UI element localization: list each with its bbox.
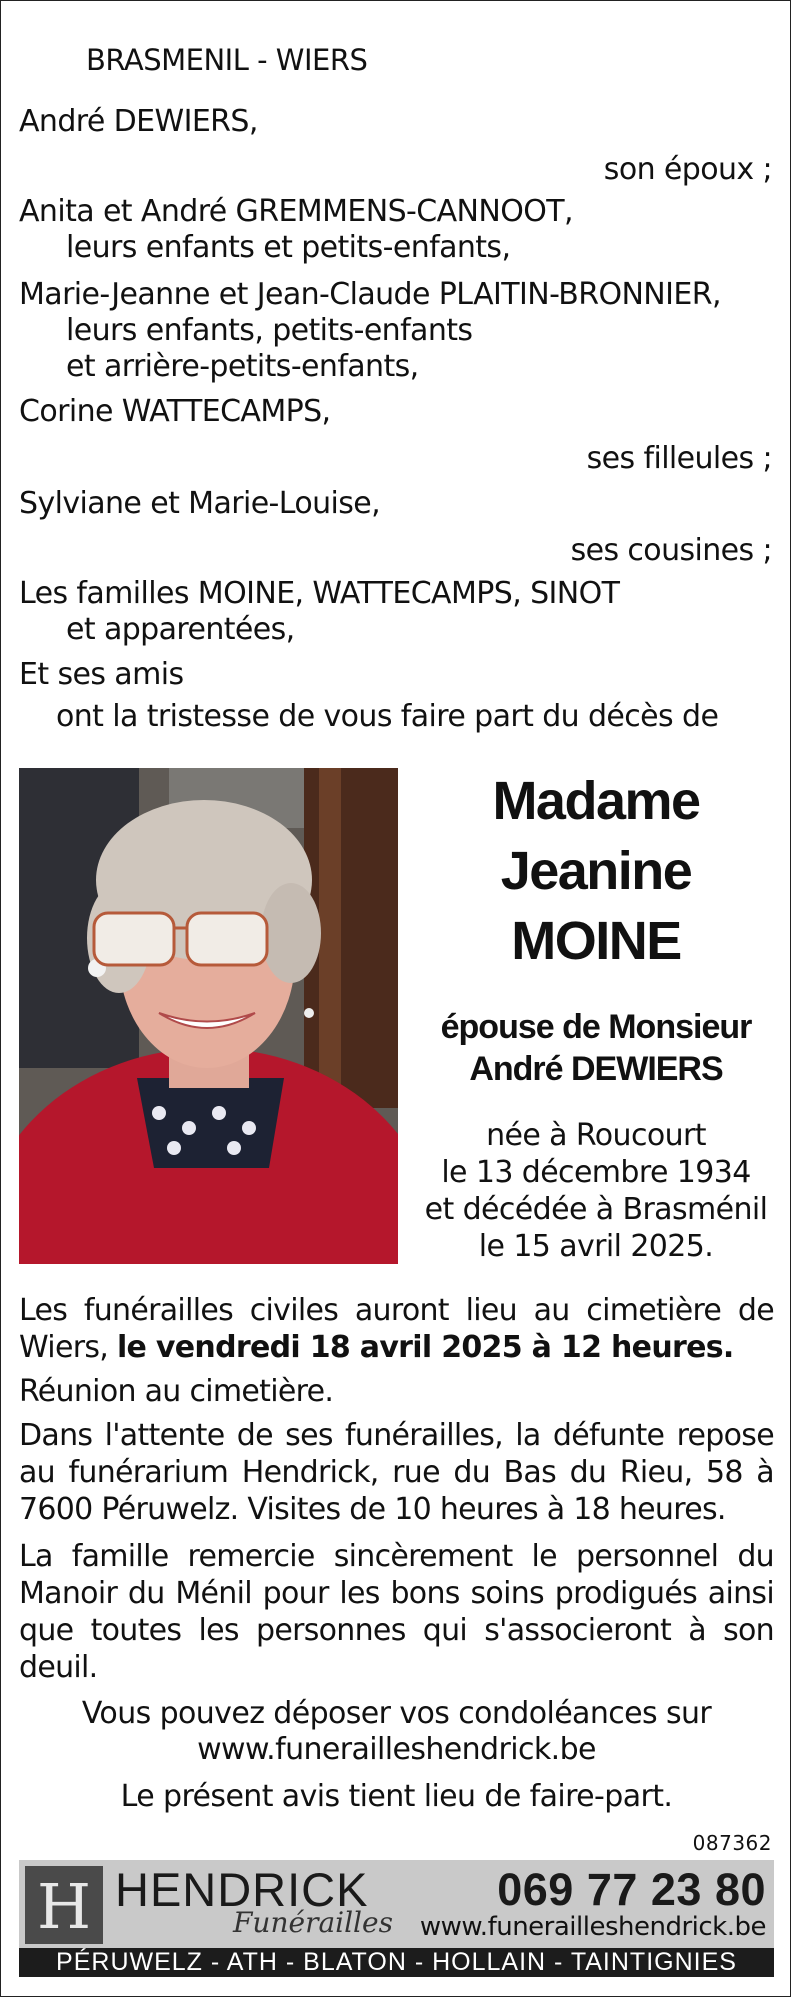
families-name: Les familles MOINE, WATTECAMPS, SINOT xyxy=(19,576,620,611)
spouse-line-1: épouse de Monsieur xyxy=(440,1008,752,1046)
deceased-portrait xyxy=(19,768,398,1264)
cities-strip: PÉRUWELZ - ATH - BLATON - HOLLAIN - TAINTIGNIES xyxy=(19,1948,774,1977)
husband-role: son époux ; xyxy=(603,152,772,187)
reference-number: 087362 xyxy=(692,1831,772,1855)
brand-name: HENDRICK xyxy=(115,1863,369,1916)
dates-block xyxy=(411,1117,781,1265)
announcement-line: ont la tristesse de vous faire part du décès de xyxy=(56,699,719,734)
child2-name: Marie-Jeanne et Jean-Claude PLAITIN-BRONNIER, xyxy=(19,277,721,312)
birth-date: le 13 décembre 1934 xyxy=(441,1155,751,1190)
website-link: www.funerailleshendrick.be xyxy=(419,1912,766,1942)
location-heading: BRASMENIL - WIERS xyxy=(86,43,368,77)
child1-name: Anita et André GREMMENS-CANNOOT, xyxy=(19,194,573,229)
portrait-illustration xyxy=(19,768,398,1264)
meeting-paragraph: Réunion au cimetière. xyxy=(19,1374,334,1409)
deceased-title: Madame xyxy=(492,771,700,831)
death-place: et décédée à Brasménil xyxy=(424,1192,768,1227)
husband-name: André DEWIERS, xyxy=(19,104,258,139)
condolences-line: Vous pouvez déposer vos condoléances sur xyxy=(81,1696,712,1731)
goddaughter-role: ses filleules ; xyxy=(586,441,772,476)
child2-desc-1: leurs enfants, petits-enfants xyxy=(66,313,473,348)
child2-desc-2: et arrière-petits-enfants, xyxy=(66,349,419,384)
friends-line: Et ses amis xyxy=(19,657,184,692)
funeral-date-time: le vendredi 18 avril 2025 à 12 heures. xyxy=(116,1330,734,1365)
funeral-home-banner xyxy=(19,1860,774,1977)
child1-desc: leurs enfants et petits-enfants, xyxy=(66,230,511,265)
families-desc: et apparentées, xyxy=(66,612,295,647)
notice-line: Le présent avis tient lieu de faire-part. xyxy=(120,1779,673,1814)
spouse-block xyxy=(411,1006,781,1090)
death-date: le 15 avril 2025. xyxy=(478,1229,714,1264)
condolences-website: www.funerailleshendrick.be xyxy=(197,1732,596,1767)
deceased-name-block xyxy=(411,766,781,976)
funeral-home-logo xyxy=(25,1866,103,1944)
brand-tagline: Funérailles xyxy=(233,1906,393,1939)
logo-letter: H xyxy=(36,1870,92,1943)
spouse-line-2: André DEWIERS xyxy=(469,1050,723,1088)
cousins-role: ses cousines ; xyxy=(570,533,772,568)
deceased-first-name: Jeanine xyxy=(500,841,692,901)
birth-place: née à Roucourt xyxy=(486,1118,706,1153)
phone-number: 069 77 23 80 xyxy=(497,1864,766,1915)
goddaughter-name: Corine WATTECAMPS, xyxy=(19,394,331,429)
cousins-name: Sylviane et Marie-Louise, xyxy=(19,486,381,521)
deceased-last-name: MOINE xyxy=(511,911,681,971)
funeral-text: Les funérailles civiles auront lieu au cimetière de Wiers, xyxy=(19,1293,774,1365)
rest-paragraph: Dans l'attente de ses funérailles, la défunte repose au funérarium Hendrick, rue du Bas du Rieu, 58 à 7600 Péruwelz. Visites de 10 heures à 18 heures. xyxy=(19,1418,774,1527)
thanks-paragraph: La famille remercie sincèrement le personnel du Manoir du Ménil pour les bons soins prodigués ainsi que toutes les personnes qui s'associeront à son deuil. xyxy=(19,1539,774,1685)
funeral-paragraph xyxy=(19,1292,774,1366)
